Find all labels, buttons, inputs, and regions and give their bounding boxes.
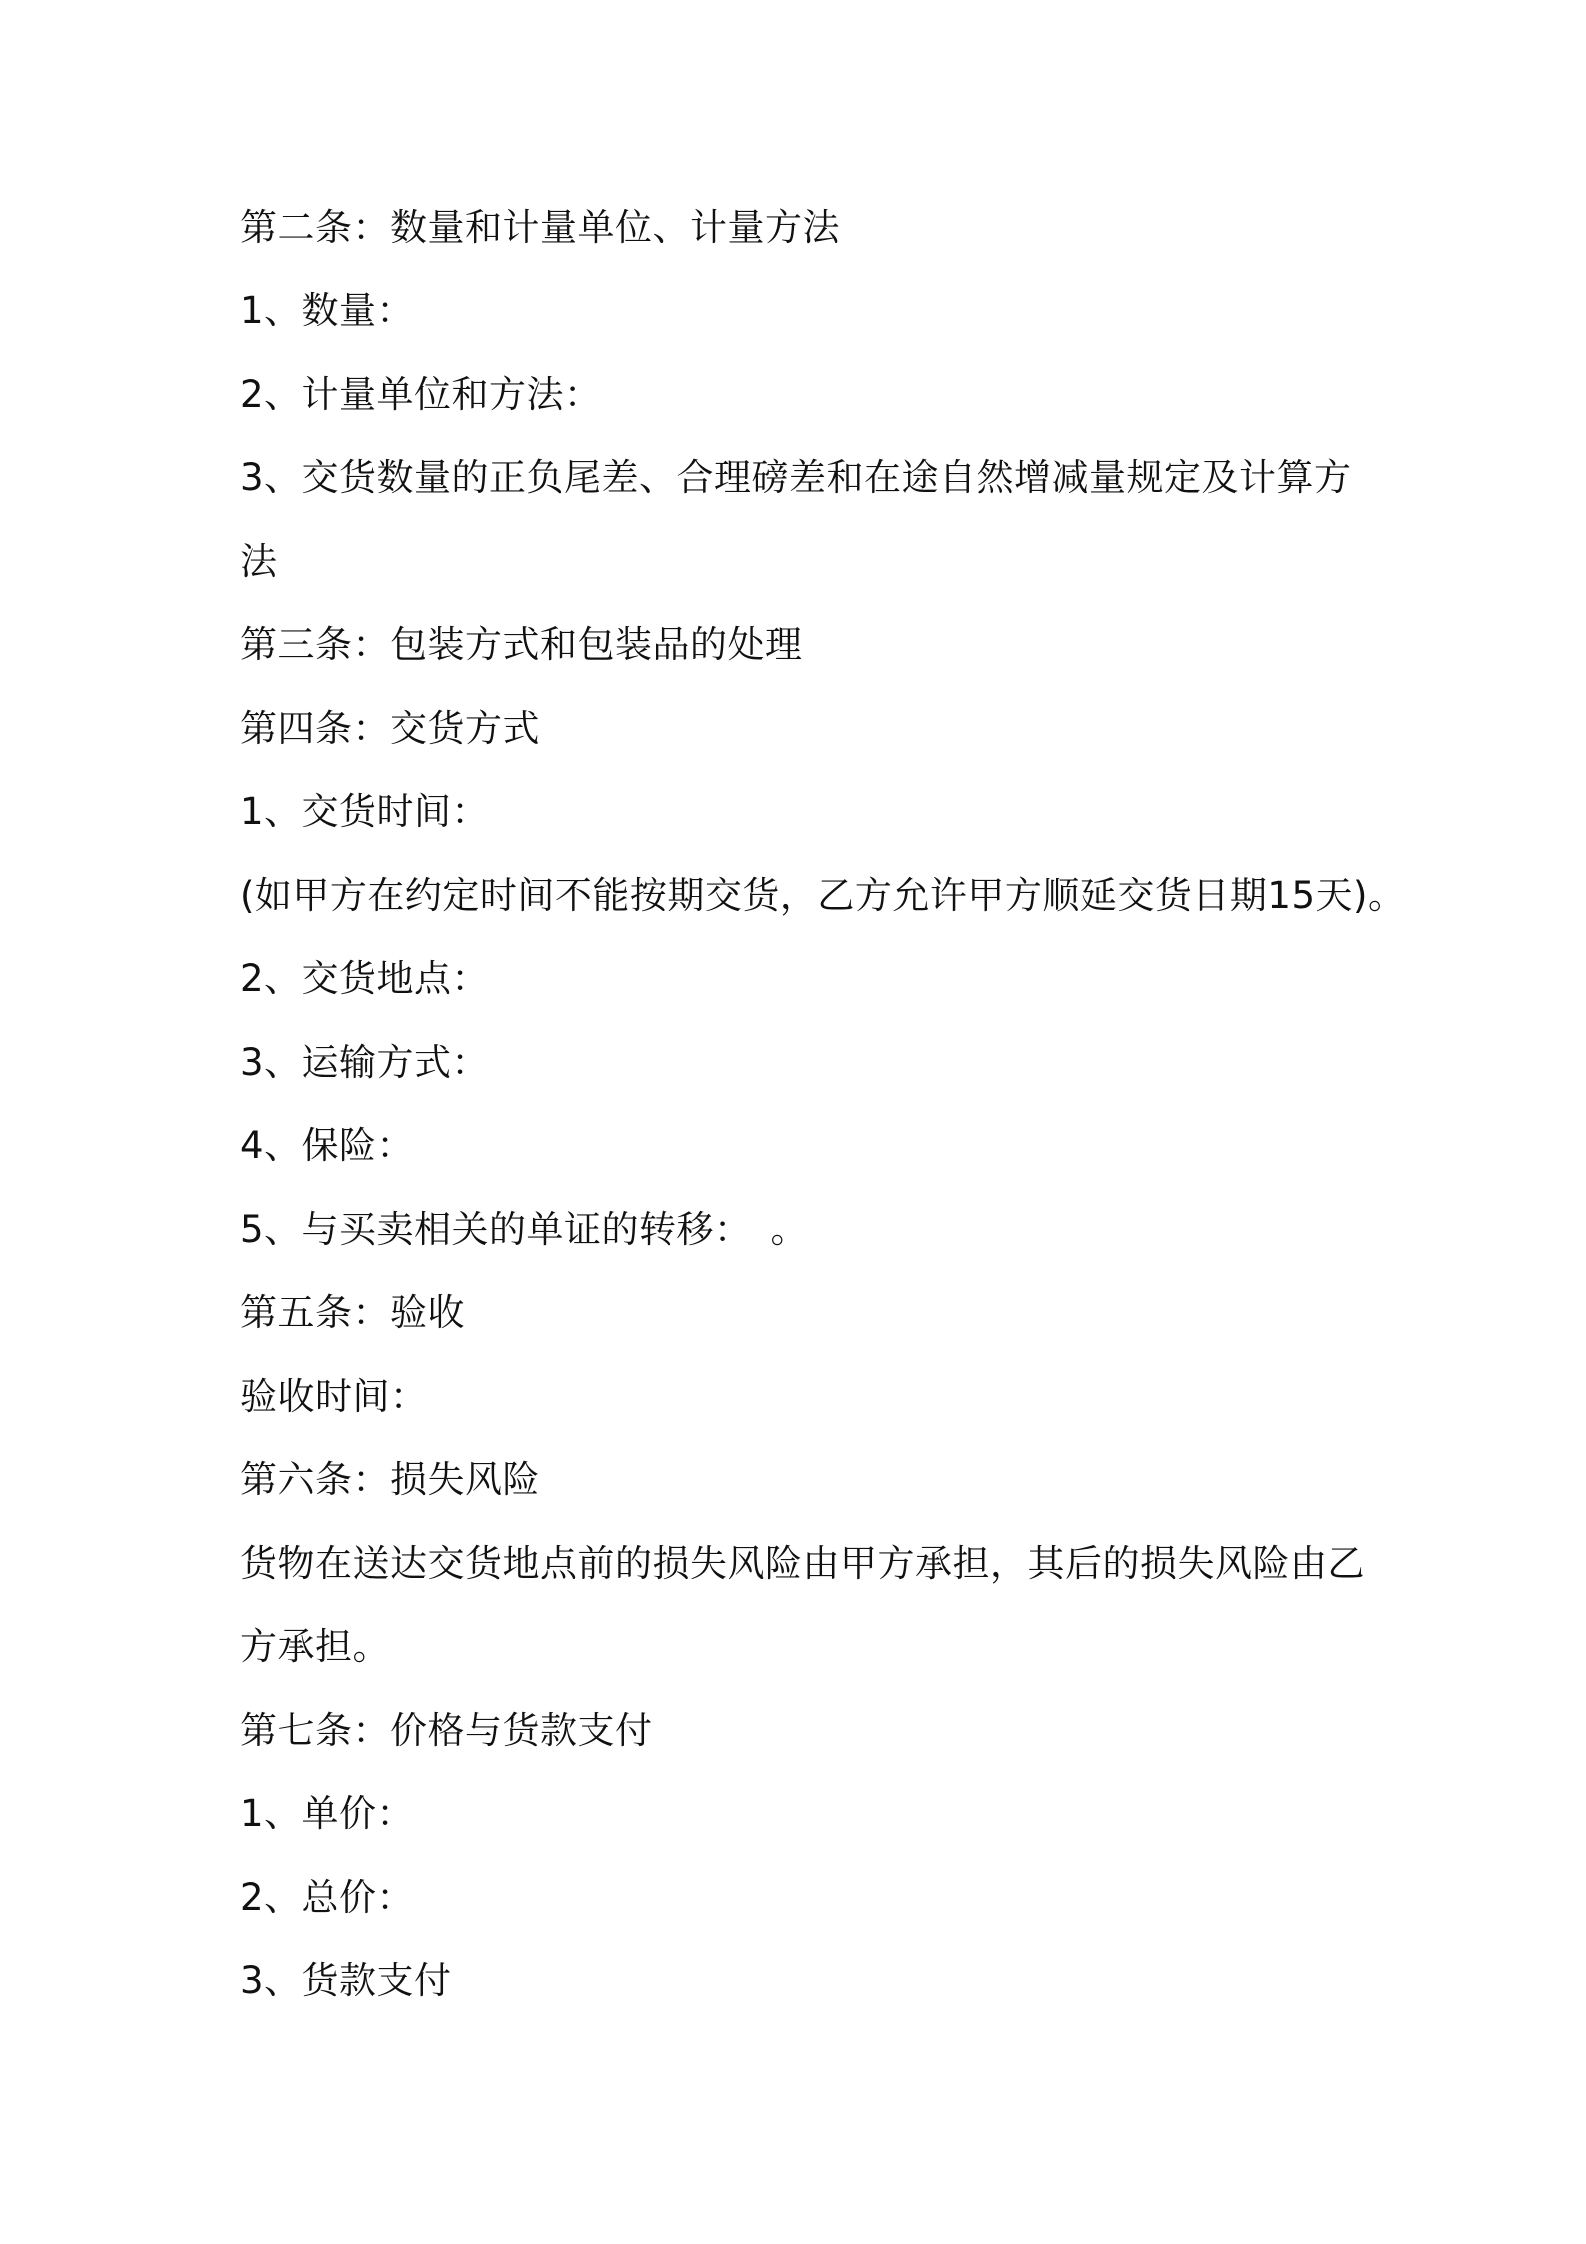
article-7-item-1: 1、单价： [240,1792,415,1835]
article-3-heading: 第三条：包装方式和包装品的处理 [240,623,803,666]
article-6-heading: 第六条：损失风险 [240,1458,540,1501]
article-4-item-2: 2、交货地点： [240,957,490,1000]
article-7-heading: 第七条：价格与货款支付 [240,1709,653,1752]
article-7-item-2: 2、总价： [240,1876,415,1919]
article-4-note: (如甲方在约定时间不能按期交货，乙方允许甲方顺延交货日期15天)。 [240,874,1406,917]
article-4-item-4: 4、保险： [240,1124,415,1167]
article-2-heading: 第二条：数量和计量单位、计量方法 [240,206,840,249]
article-2-item-1: 1、数量： [240,289,415,332]
article-5-inspection-time: 验收时间： [240,1375,428,1418]
article-4-item-1: 1、交货时间： [240,790,490,833]
article-7-item-3: 3、货款支付 [240,1959,452,2002]
article-4-item-5: 5、与买卖相关的单证的转移： 。 [240,1208,809,1251]
article-6-body-cont: 方承担。 [240,1625,390,1668]
article-4-heading: 第四条：交货方式 [240,707,540,750]
article-2-item-3-cont: 法 [240,540,278,583]
article-4-item-3: 3、运输方式： [240,1041,490,1084]
article-2-item-2: 2、计量单位和方法： [240,373,602,416]
article-2-item-3: 3、交货数量的正负尾差、合理磅差和在途自然增减量规定及计算方 [240,456,1352,499]
article-5-heading: 第五条：验收 [240,1291,465,1334]
article-6-body: 货物在送达交货地点前的损失风险由甲方承担，其后的损失风险由乙 [240,1542,1365,1585]
